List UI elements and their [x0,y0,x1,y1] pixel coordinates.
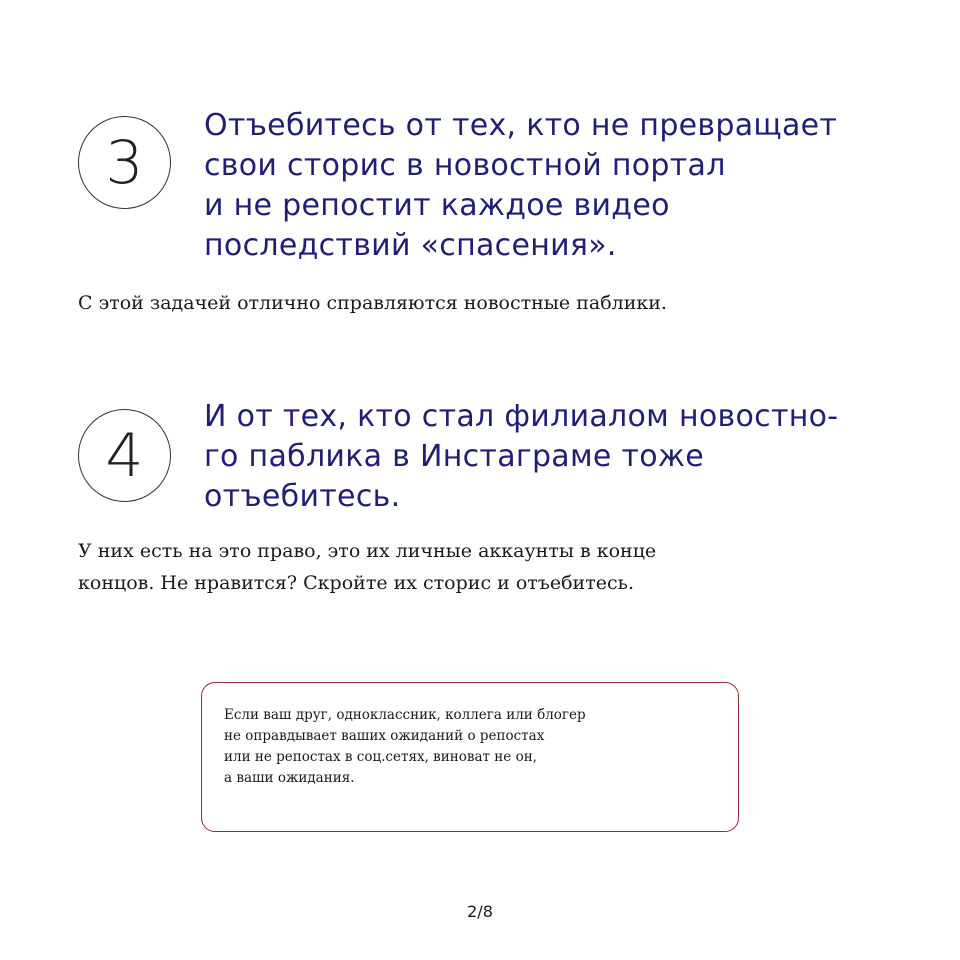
heading-line: последствий «спасения». [204,228,617,263]
heading-line: И от тех, кто стал филиалом новостно- [204,399,839,434]
body-line: концов. Не нравится? Скройте их сторис и отъебитесь. [78,572,635,594]
note-line: а ваши ожидания. [224,770,355,786]
body-line: У них есть на это право, это их личные аккаунты в конце [78,540,657,562]
note-line: или не репостах в соц.сетях, виноват не он, [224,749,537,765]
heading-line: свои сторис в новостной портал [204,148,726,183]
body-line: С этой задачей отлично справляются новостные паблики. [78,292,667,314]
heading-line: и не репостит каждое видео [204,188,670,223]
heading-line: отъебитесь. [204,479,401,514]
heading-line: го паблика в Инстаграме тоже [204,439,705,474]
note-line: не оправдывает ваших ожиданий о репостах [224,728,545,744]
section-3-body [78,287,667,319]
callout-note-text [224,705,586,789]
callout-note-box [201,682,739,832]
number-3-badge: 3 [78,116,171,209]
note-line: Если ваш друг, одноклассник, коллега или блогер [224,707,586,723]
section-4-heading [204,397,838,517]
number-4-badge: 4 [78,409,171,502]
section-3-heading [204,106,837,266]
page-number: 2/8 [467,902,493,921]
heading-line: Отъебитесь от тех, кто не превращает [204,108,838,143]
section-4-body [78,535,656,599]
